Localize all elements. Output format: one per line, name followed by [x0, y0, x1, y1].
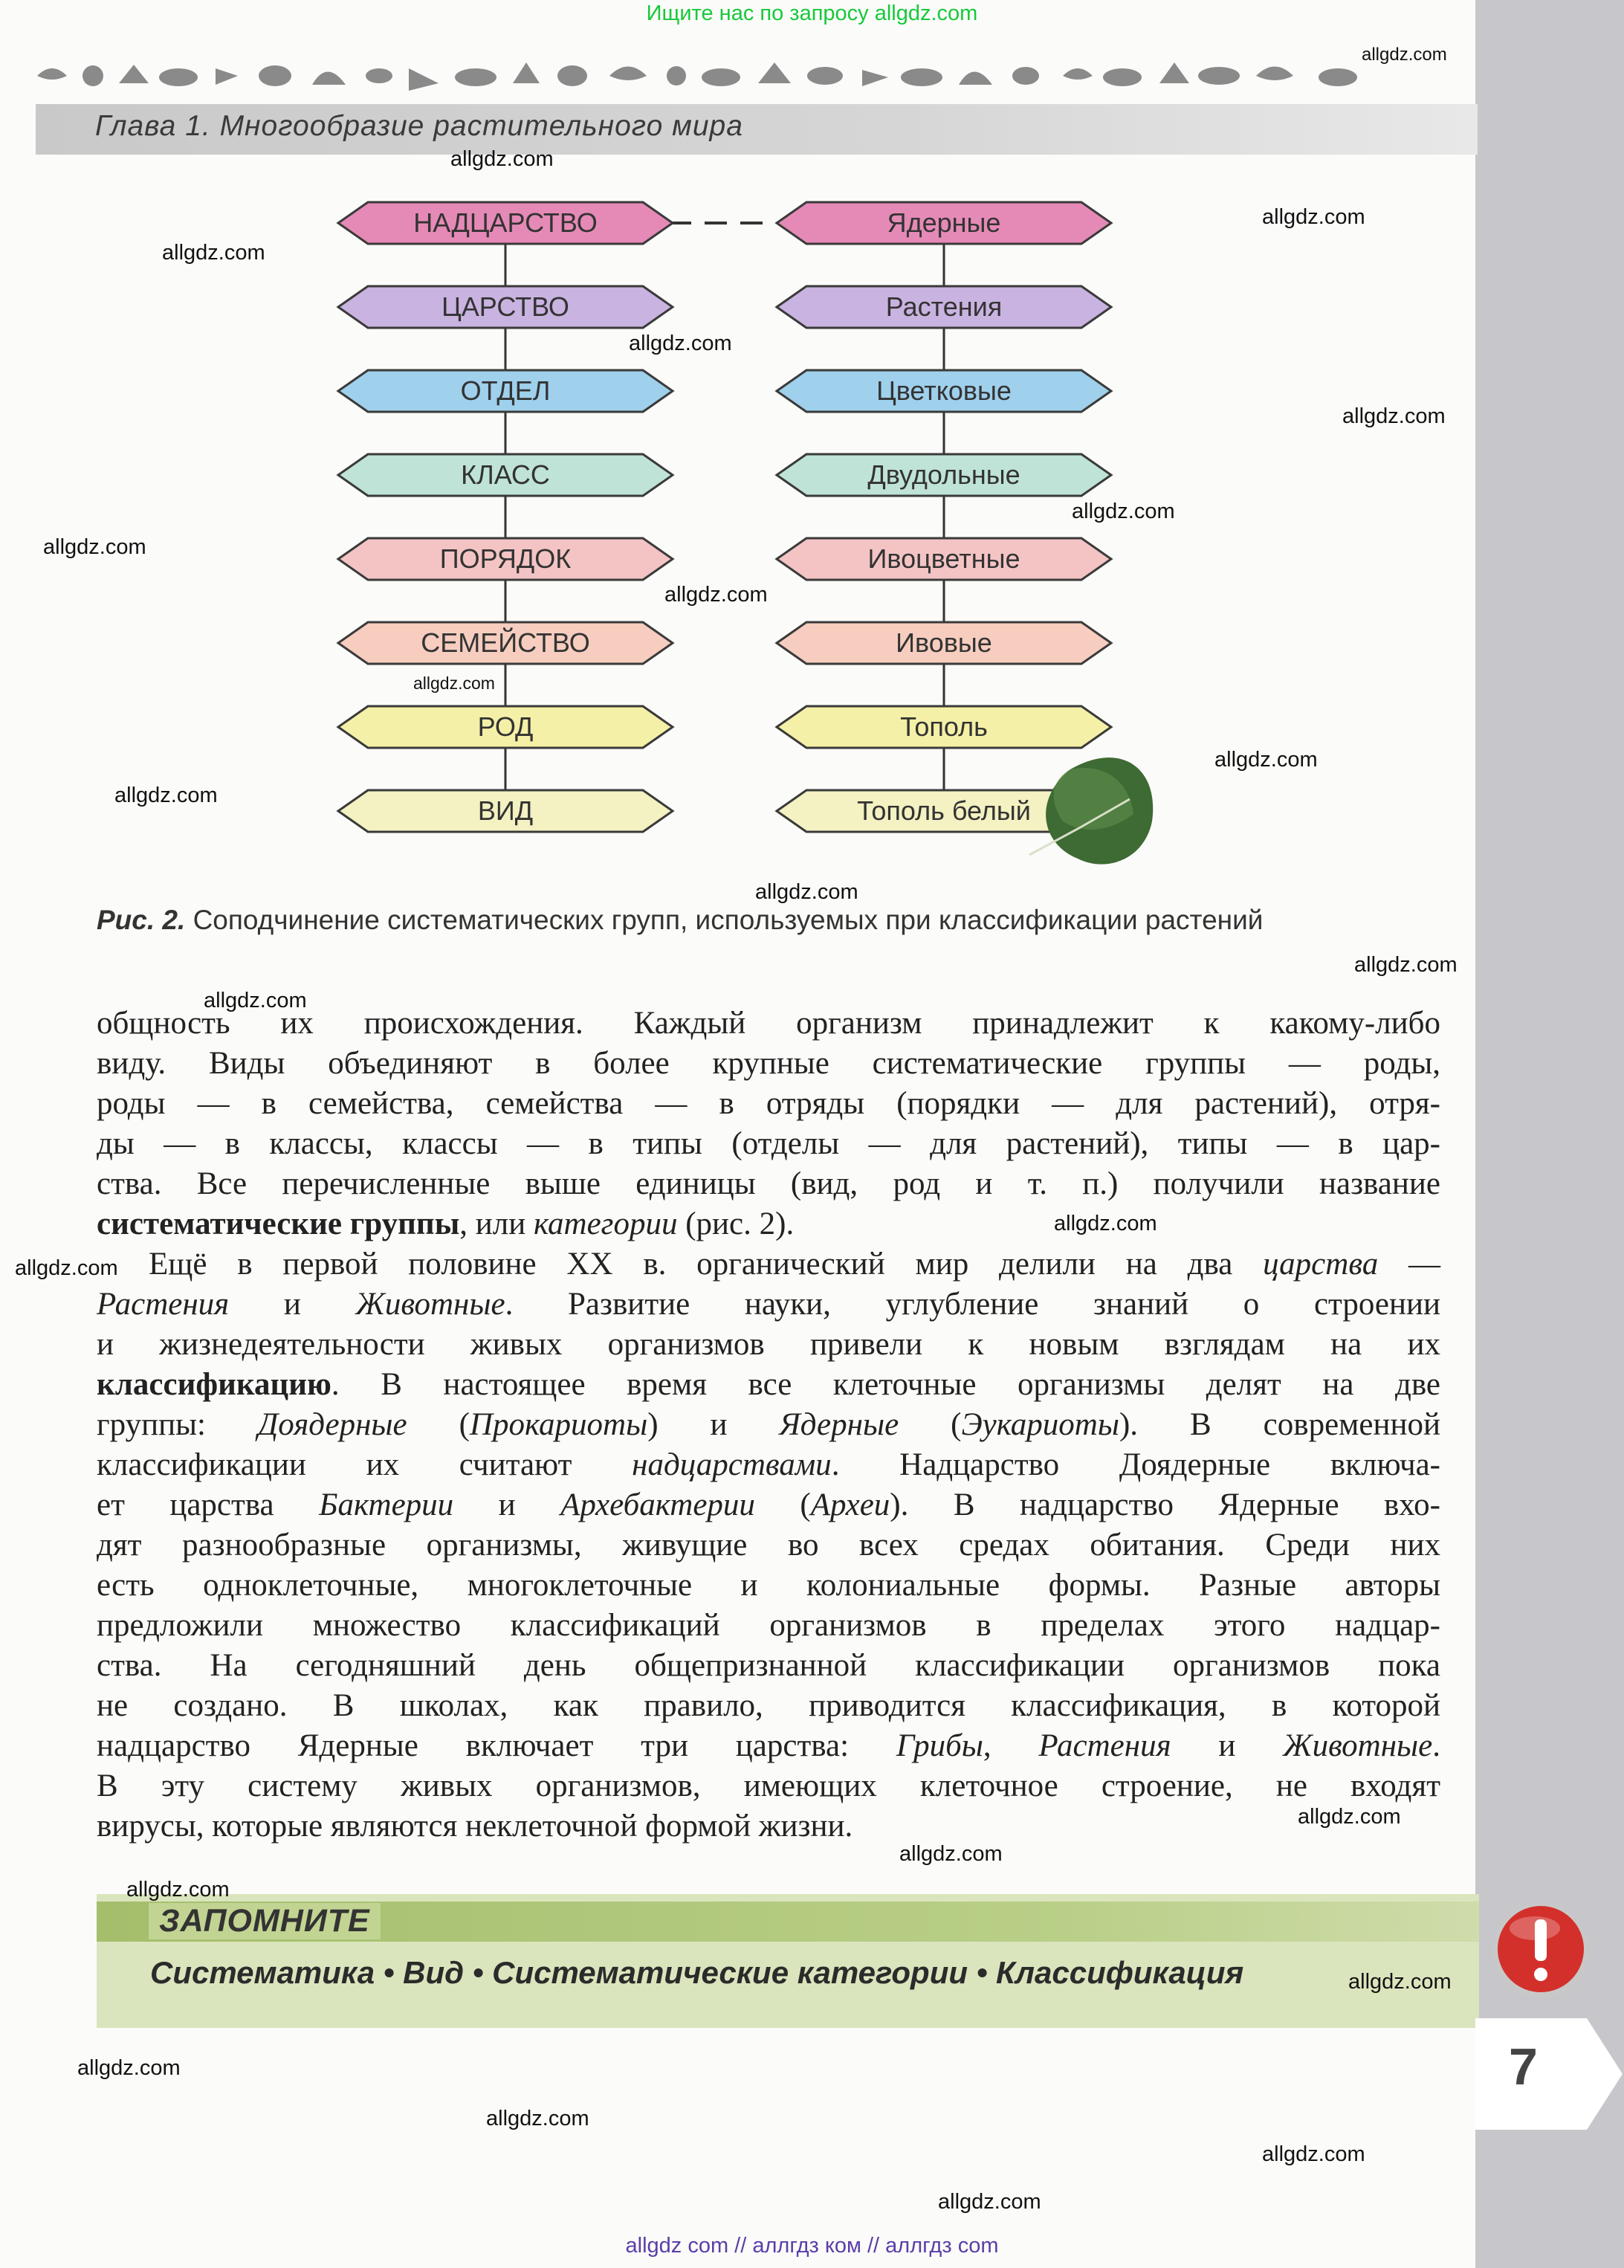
- taxon-box: [777, 706, 1111, 748]
- watermark: allgdz.com: [1348, 1970, 1452, 1994]
- bottom-links[interactable]: allgdz com // аллгдз ком // аллгдз com: [625, 2234, 999, 2258]
- watermark: allgdz.com: [43, 535, 146, 559]
- rank-box-label: ЦАРСТВО: [441, 291, 569, 322]
- rank-box: [338, 370, 673, 412]
- text-line: ства. На сегодняшний день общепризнанной классификации организмов пока: [97, 1648, 1440, 1683]
- rank-box-label: ОТДЕЛ: [460, 375, 551, 406]
- rank-box: [338, 538, 673, 580]
- watermark: allgdz.com: [1298, 1805, 1401, 1829]
- watermark: allgdz.com: [162, 241, 265, 265]
- caption-label: Рис. 2.: [97, 905, 186, 935]
- text-line: систематические группы, или категории (рис. 2).: [97, 1206, 795, 1241]
- body-text: [97, 1004, 1440, 1847]
- watermark: allgdz.com: [1262, 205, 1365, 229]
- watermark: allgdz.com: [1214, 748, 1318, 772]
- watermark: allgdz.com: [486, 2107, 589, 2130]
- text-line: общность их происхождения. Каждый организм принадлежит к какому-либо: [97, 1006, 1440, 1041]
- watermark: allgdz.com: [1354, 953, 1458, 977]
- taxon-box-label: Цветковые: [876, 375, 1012, 406]
- animal-silhouettes-border: [30, 54, 1375, 98]
- rank-box-label: ПОРЯДОК: [439, 543, 572, 574]
- text-line: классификацию. В настоящее время все клеточные организмы делят на две: [97, 1367, 1440, 1402]
- exclamation-icon: [1490, 1900, 1591, 2001]
- taxon-box: [777, 622, 1111, 664]
- watermark: allgdz.com: [1262, 2142, 1365, 2166]
- text-line: ет царства Бактерии и Архебактерии (Археи). В надцарство Ядерные вхо-: [97, 1487, 1440, 1522]
- caption-text: Соподчинение систематических групп, используемых при классификации растений: [193, 905, 1264, 935]
- watermark: allgdz.com: [204, 989, 307, 1012]
- watermark: allgdz.com: [664, 583, 768, 607]
- poplar-leaf-image: [1029, 757, 1153, 865]
- text-line: есть одноклеточные, многоклеточные и колониальные формы. Разные авторы: [97, 1568, 1440, 1603]
- remember-title: ЗАПОМНИТЕ: [149, 1903, 381, 1939]
- rank-box: [338, 286, 673, 328]
- text-line: не создано. В школах, как правило, приводится классификация, в которой: [97, 1688, 1440, 1723]
- text-line: роды — в семейства, семейства — в отряды (порядки — для растений), отря-: [97, 1086, 1440, 1121]
- figure-caption: [97, 903, 1375, 937]
- watermark: allgdz.com: [629, 332, 732, 355]
- taxon-box-label: Ядерные: [887, 207, 1001, 238]
- search-hint-link[interactable]: Ищите нас по запросу allgdz.com: [646, 1, 978, 25]
- classification-diagram: [327, 190, 1159, 873]
- taxon-box-label: Ивоцветные: [867, 543, 1020, 574]
- rank-box-label: СЕМЕЙСТВО: [421, 627, 590, 658]
- watermark: allgdz.com: [1362, 45, 1447, 65]
- page-number: 7: [1509, 2038, 1538, 2096]
- taxon-box-label: Тополь белый: [857, 795, 1031, 826]
- text-line: классификации их считают надцарствами. Надцарство Доядерные включа-: [97, 1447, 1440, 1482]
- text-line: предложили множество классификаций организмов в пределах этого надцар-: [97, 1608, 1440, 1643]
- watermark: allgdz.com: [450, 147, 554, 171]
- taxon-box-label: Ивовые: [896, 627, 992, 658]
- rank-box: [338, 706, 673, 748]
- taxon-box: [777, 454, 1111, 496]
- rank-box-label: ВИД: [477, 795, 534, 826]
- term-systematic-groups: систематические группы: [97, 1206, 460, 1241]
- watermark: allgdz.com: [15, 1256, 118, 1280]
- watermark: allgdz.com: [1054, 1212, 1157, 1235]
- text-line: Растения и Животные. Развитие науки, углубление знаний о строении: [97, 1287, 1440, 1322]
- rank-box: [338, 622, 673, 664]
- rank-box: [338, 790, 673, 832]
- text-line: Ещё в первой половине XX в. органический мир делили на два царства —: [149, 1247, 1441, 1282]
- text-line: надцарство Ядерные включает три царства: Грибы, Растения и Животные.: [97, 1728, 1441, 1763]
- rank-box-label: РОД: [477, 711, 534, 742]
- taxon-box: [777, 202, 1111, 244]
- page-number-tab: [1475, 2018, 1624, 2130]
- taxon-box: [777, 286, 1111, 328]
- text-line: вирусы, которые являются неклеточной формой жизни.: [97, 1809, 853, 1844]
- taxon-box-label: Тополь: [900, 711, 988, 742]
- watermark: allgdz.com: [77, 2056, 181, 2080]
- watermark: allgdz.com: [938, 2190, 1041, 2214]
- chapter-title: Глава 1. Многообразие растительного мира: [95, 110, 743, 142]
- taxon-box-label: Двудольные: [867, 459, 1020, 490]
- taxon-box: [777, 538, 1111, 580]
- taxon-box: [777, 370, 1111, 412]
- watermark: allgdz.com: [899, 1842, 1003, 1866]
- term-classification: классификацию: [97, 1367, 331, 1402]
- text-line: В эту систему живых организмов, имеющих клеточное строение, не входят: [97, 1768, 1440, 1803]
- watermark: allgdz.com: [413, 673, 495, 693]
- rank-box: [338, 454, 673, 496]
- text-line: виду. Виды объединяют в более крупные систематические группы — роды,: [97, 1046, 1440, 1081]
- text-line: ства. Все перечисленные выше единицы (вид, род и т. п.) получили название: [97, 1166, 1440, 1201]
- text-line: группы: Доядерные (Прокариоты) и Ядерные (Эукариоты). В современной: [97, 1407, 1440, 1442]
- watermark: allgdz.com: [114, 784, 218, 807]
- rank-box: [338, 202, 673, 244]
- rank-box-label: КЛАСС: [461, 459, 550, 490]
- watermark: allgdz.com: [126, 1878, 230, 1902]
- rank-box-label: НАДЦАРСТВО: [413, 207, 598, 238]
- text-line: ды — в классы, классы — в типы (отделы — для растений), типы — в цар-: [97, 1126, 1440, 1161]
- watermark: allgdz.com: [1072, 500, 1175, 523]
- remember-terms: Систематика • Вид • Систематические категории • Классификация: [150, 1955, 1244, 1990]
- watermark: allgdz.com: [755, 880, 858, 904]
- watermark: allgdz.com: [1342, 404, 1446, 428]
- text-line: и жизнедеятельности живых организмов привели к новым взглядам на их: [97, 1327, 1440, 1362]
- text-line: дят разнообразные организмы, живущие во всех средах обитания. Среди них: [97, 1528, 1440, 1563]
- taxon-box-label: Растения: [885, 291, 1003, 322]
